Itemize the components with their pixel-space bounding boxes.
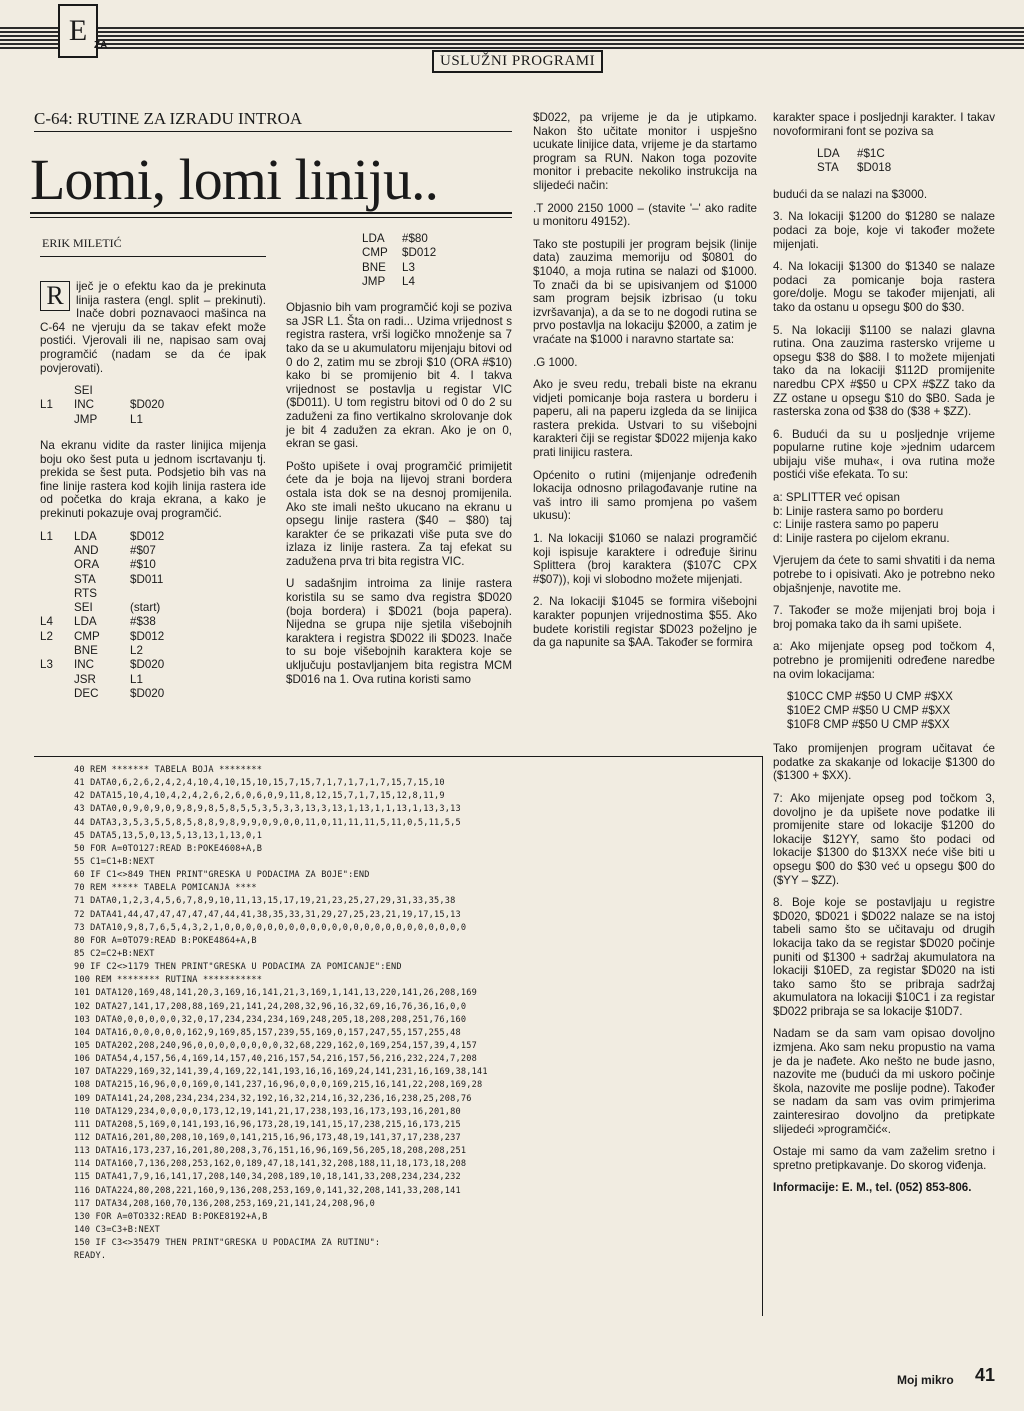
paragraph: a: Ako mijenjate opseg pod točkom 4, potrebno je promijeniti određene naredbe na ovim lokacijama:: [773, 640, 995, 681]
asm-opcode: SEI: [74, 601, 93, 615]
asm-operand: $D020: [130, 686, 165, 700]
cmp-line: $10CC CMP #$50 U CMP #$XX: [787, 690, 953, 704]
column-3: [533, 111, 757, 659]
kicker-rule: [34, 131, 512, 132]
paragraph: 6. Budući da su u posljednje vrijeme popularne rutine koje »jednim udarcem ubijaju više muha«, i ova rutina može postići više efekata. To su:: [773, 427, 995, 482]
listing-line: 104 DATA16,0,0,0,0,0,162,9,169,85,157,239,55,169,0,157,247,55,157,255,48: [74, 1027, 461, 1038]
listing-line: 150 IF C3<>35479 THEN PRINT"GRESKA U PODACIMA ZA RUTINU":: [74, 1238, 381, 1249]
asm-operand: [130, 587, 266, 601]
article-kicker: C-64: RUTINE ZA IZRADU INTROA: [34, 109, 303, 128]
asm-label: L4: [40, 615, 53, 629]
asm-line: [40, 687, 266, 701]
listing-line: 100 REM ******** RUTINA ***********: [74, 975, 263, 986]
listing-line: 42 DATA15,10,4,10,4,2,4,2,6,2,6,0,6,0,9,11,8,12,15,7,1,7,15,12,8,11,9: [74, 791, 445, 802]
asm-line: [328, 261, 512, 275]
cmp-line: $10E2 CMP #$50 U CMP #$XX: [787, 704, 951, 718]
listing-line: 73 DATA10,9,8,7,6,5,4,3,2,1,0,0,0,0,0,0,0,0,0,0,0,0,0,0,0,0,0,0,0,0,0,0,0: [74, 922, 467, 933]
asm-label: [40, 384, 74, 398]
cmp-line: $10F8 CMP #$50 U CMP #$XX: [787, 718, 950, 732]
paragraph: budući da se nalazi na $3000.: [773, 187, 928, 201]
listing-border-right: [762, 756, 763, 1316]
title-rule: [30, 212, 512, 214]
listing-line: 70 REM ***** TABELA POMICANJA ****: [74, 883, 257, 894]
asm-opcode: INC: [74, 398, 94, 412]
intro-paragraph: R iječ je o efektu kao da je prekinuta linija rastera (engl. split – prekinuti). Inače dobri poznavaoci mašinca na C-64 ne vjeruju da se takav efekt može postići. Vjerovali ili ne, napisao sam ovaj programčić (nadam se da će ipak povjerovati).: [40, 280, 266, 375]
asm-operand: $D012: [402, 246, 437, 260]
author-byline: ERIK MILETIĆ: [42, 236, 122, 250]
page-number: 41: [975, 1365, 996, 1385]
paragraph: Na ekranu vidite da raster linijica mijenja boju oko šest puta u jednom iscrtavanju tj. prekida se šest puta. Podsjetio bih vas na fine linije rastera kod kojih linija rastera ide od početka do kraja ekrana, a kako je prekinuti pokazuje ovaj programčić.: [40, 439, 266, 521]
asm-opcode: SEI: [74, 384, 93, 398]
asm-operand: $D018: [857, 161, 892, 175]
listing-line: 117 DATA34,208,160,70,136,208,253,169,21,141,24,208,96,0: [74, 1198, 375, 1209]
list-item: a: SPLITTER već opisan: [773, 491, 900, 505]
asm-operand: #$38: [130, 615, 156, 629]
asm-opcode: ORA: [74, 558, 100, 572]
paragraph: .T 2000 2150 1000 – (stavite '–' ako radite u monitoru 49152).: [533, 201, 757, 229]
asm-opcode: BNE: [74, 643, 98, 657]
asm-label: [40, 544, 74, 558]
asm-label: [40, 573, 74, 587]
asm-line: [40, 573, 266, 587]
section-label: USLUŽNI PROGRAMI: [432, 50, 603, 73]
asm-operand: L1: [130, 672, 143, 686]
paragraph: Ostaje mi samo da vam zaželim sretno i spretno pretipkavanje. Do skorog viđenja.: [773, 1145, 995, 1172]
asm-opcode: JMP: [74, 412, 98, 426]
listing-line: 43 DATA0,0,9,0,9,0,9,8,9,8,5,8,5,5,3,5,3,3,13,3,13,1,13,1,1,13,1,13,3,13: [74, 804, 461, 815]
magazine-logo-icon: E: [58, 4, 98, 58]
asm-label: L2: [40, 629, 53, 643]
asm-operand: #$1C: [857, 147, 885, 161]
asm-label: [328, 246, 362, 260]
asm-opcode: CMP: [74, 629, 100, 643]
asm-label: L3: [40, 658, 53, 672]
asm-operand: #$80: [402, 232, 428, 245]
asm-line: [40, 601, 266, 615]
asm-line: [783, 147, 995, 161]
asm-label: [783, 161, 817, 175]
asm-opcode: CMP: [362, 246, 388, 260]
paragraph: Vjerujem da ćete to sami shvatiti i da nema potrebe to i opisivati. Ako je potrebno neko objašnjenje, navotite me.: [773, 554, 995, 595]
cmp-instruction-list: [787, 690, 995, 732]
asm-opcode: LDA: [362, 232, 385, 245]
column-1: [40, 280, 266, 713]
listing-line: 130 FOR A=0TO332:READ B:POKE8192+A,B: [74, 1211, 268, 1222]
listing-border-top: [34, 756, 762, 757]
asm-line: [40, 398, 266, 412]
asm-operand: (start): [130, 601, 161, 615]
title-rule-thin: [30, 217, 512, 218]
paragraph: 2. Na lokaciji $1045 se formira višebojni karakter popunjen vrijednostima $55. Ako budete koristili registar $D023 poželjno je da ga napunite sa $AA. Također se formira: [533, 595, 757, 650]
effect-list: [773, 491, 995, 545]
asm-label: [40, 587, 74, 601]
column-2: [286, 230, 512, 695]
article-title: Lomi, lomi liniju..: [30, 147, 438, 212]
asm-operand: $D020: [130, 658, 165, 672]
paragraph: Općenito o rutini (mijenjanje određenih lokacija odnosno prilagođavanje rutine na vaš intro ili samo promjena po vašem ukusu):: [533, 468, 757, 523]
asm-line: [40, 658, 266, 672]
contact-info: Informacije: E. M., tel. (052) 853-806.: [773, 1181, 972, 1195]
listing-line: 114 DATA160,7,136,208,253,162,0,189,47,18,141,32,208,188,11,18,173,18,208: [74, 1159, 467, 1170]
listing-line: 103 DATA0,0,0,0,0,0,32,0,17,234,234,234,169,248,205,18,208,208,251,76,160: [74, 1014, 467, 1025]
asm-opcode: STA: [74, 572, 96, 586]
listing-line: 55 C1=C1+B:NEXT: [74, 856, 155, 867]
asm-operand: $D012: [130, 629, 165, 643]
asm-operand: $D011: [130, 572, 164, 586]
asm-label: [40, 644, 74, 658]
author-rule: [40, 256, 266, 257]
asm-operand: L4: [402, 274, 415, 288]
listing-line: 40 REM ******* TABELA BOJA ********: [74, 765, 263, 775]
magazine-name: Moj mikro: [897, 1373, 954, 1387]
asm-operand: L1: [130, 412, 143, 426]
asm-operand: L2: [130, 643, 143, 657]
asm-opcode: BNE: [362, 260, 386, 274]
listing-line: 50 FOR A=0TO127:READ B:POKE4608+A,B: [74, 843, 263, 854]
listing-line: 45 DATA5,13,5,0,13,5,13,13,1,13,0,1: [74, 830, 263, 841]
assembly-listing-2: [40, 530, 266, 702]
assembly-listing-1: [40, 384, 266, 427]
listing-line: 41 DATA0,6,2,6,2,4,2,4,10,4,10,15,10,15,7,15,7,1,7,1,7,1,7,15,7,15,10: [74, 778, 445, 789]
listing-line: 102 DATA27,141,17,208,88,169,21,141,24,208,32,96,16,32,69,16,76,36,16,0,0: [74, 1001, 467, 1012]
asm-opcode: STA: [817, 161, 839, 175]
listing-line: 105 DATA202,208,240,96,0,0,0,0,0,0,0,0,32,68,229,162,0,169,254,157,39,4,157: [74, 1040, 478, 1051]
listing-line: 108 DATA215,16,96,0,0,169,0,141,237,16,96,0,0,0,169,215,16,141,22,208,169,28: [74, 1080, 483, 1091]
listing-line: 109 DATA141,24,208,234,234,234,32,192,16,32,214,16,32,236,16,238,25,208,76: [74, 1093, 472, 1104]
asm-line: [40, 544, 266, 558]
paragraph: $D022, pa vrijeme je da je utipkamo. Nakon što učitate monitor i uspješno ucukate linijice data, vrijeme je da startamo program sa RUN. Nakon toga pozovite monitor i prebacite nekoliko instrukcija na slijedeći način:: [533, 111, 757, 192]
listing-line: 72 DATA41,44,47,47,47,47,47,44,41,38,35,33,31,29,27,25,23,21,19,17,15,13: [74, 909, 461, 920]
assembly-listing-4: [783, 147, 995, 176]
listing-line: 113 DATA16,173,237,16,201,80,208,3,76,151,16,96,169,56,205,18,208,208,251: [74, 1146, 467, 1157]
paragraph: U sadašnjim introima za linije rastera koristila su se samo dva registra $D020 (boja bordera) i $D021 (boja papera). Nijedna se grupa nije sjetila višebojnih karaktera i registra $D022 ili $D023. Inače to su boje višebojnih karaktera koje se uključuju postavljanjem bita registra MCM $D016 na 1. Ova rutina koristi samo: [286, 577, 512, 686]
asm-label: [328, 232, 362, 246]
asm-operand: $D012: [130, 529, 165, 543]
asm-line: [40, 587, 266, 601]
asm-line: [40, 558, 266, 572]
asm-line: [40, 644, 266, 658]
asm-label: [40, 558, 74, 572]
paragraph: Nadam se da sam vam opisao dovoljno izmjena. Ako sam neku propustio na vama je da je nađete. Ako nešto ne bude jasno, nazovite me (budući da mi uskoro počinje škola, nazovite me poslije podne). Također se nadam da sam vas ovim primjerima zainteresirao dovoljno da pretipkate slijedeći »programčić«.: [773, 1027, 995, 1136]
listing-line: 112 DATA16,201,80,208,10,169,0,141,215,16,96,173,48,19,141,37,17,238,237: [74, 1132, 461, 1143]
asm-operand: #$10: [130, 558, 156, 572]
listing-line: 140 C3=C3+B:NEXT: [74, 1224, 160, 1235]
asm-line: [783, 161, 995, 175]
asm-line: [328, 275, 512, 289]
listing-line: 116 DATA224,80,208,221,160,9,136,208,253,169,0,141,32,208,141,33,208,141: [74, 1185, 461, 1196]
paragraph: 4. Na lokaciji $1300 do $1340 se nalaze podaci za pomicanje boja rastera gore/dolje. Mogu se također mijenjati, ali tako da ostanu u opsegu $00 do $30.: [773, 260, 995, 314]
asm-opcode: AND: [74, 543, 99, 557]
paragraph: Tako promijenjen program učitavat će podatke za skakanje od lokacije $1300 do ($1300 + $XX).: [773, 742, 995, 783]
asm-line: [328, 246, 512, 260]
list-item: c: Linije rastera samo po paperu: [773, 518, 939, 532]
asm-opcode: INC: [74, 658, 94, 672]
column-4: [773, 111, 995, 1204]
list-item: d: Linije rastera po cijelom ekranu.: [773, 531, 950, 545]
paragraph: 1. Na lokaciji $1060 se nalazi programčić koji ispisuje karaktere i određuje širinu Splittera (broj karaktera ($107C CPX #$07)), koji vi slobodno možete mijenjati.: [533, 532, 757, 586]
header-stripe: [0, 27, 1024, 49]
basic-program-listing: [74, 764, 756, 1263]
paragraph: Tako ste postupili jer program bejsik (linije data) zauzima memoriju od $0801 do $1040, a moja rutina se nalazi od $1000. To znači da bi se upisivanjem od $1000 sam program bejsik izbrisao (u toku izvršavanja), a da se to ne dogodi rutina se prvo postavlja na lokaciju $2000, a zatim je vraćate na $1000 i naravno startate sa:: [533, 237, 757, 346]
asm-label: [328, 261, 362, 275]
paragraph: 5. Na lokaciji $1100 se nalazi glavna rutina. Ona zauzima rastersko vrijeme u opsegu $38 do $88. I to možete mijenjati tako da na lokaciji $112D promijenite naredbu CPX #$50 u CPX #$ZZ tako da ZZ ostane u opsegu $10 do $B0. Sada je rasterska zona od $38 do ($38 + $ZZ).: [773, 323, 995, 419]
asm-operand: $D020: [130, 398, 165, 412]
listing-line: 101 DATA120,169,48,141,20,3,169,16,141,21,3,169,1,141,13,220,141,26,208,169: [74, 988, 478, 999]
paragraph: 7: Ako mijenjate opseg pod točkom 3, dovoljno je da upišete nove podatke ili promijenite stare od lokacije $1200 do lokacije $12YY, samo što podaci od lokacije $1300 do $13XX neće više biti u opsegu $00 do $30 već u opsegu $00 do ($YY – $ZZ).: [773, 791, 995, 887]
drop-cap: R: [40, 281, 70, 311]
asm-line: [40, 530, 266, 544]
listing-line: 115 DATA41,7,9,16,141,17,208,140,34,208,189,10,18,141,33,208,234,234,232: [74, 1172, 461, 1183]
asm-label: [40, 687, 74, 701]
paragraph: Objasnio bih vam programčić koji se poziva sa JSR L1. Šta on radi... Uzima vrijednost s registra rastera, vrši logičko množenje sa 7 tako da se u akumulatoru mijenjaju bitovi od 0 do 2, zatim mu se zbroji $10 (ORA #$10) kako bi se promijenio bit 4. I takva vrijednost se postavlja u registar VIC ($D011). U tom registru bitovi od 0 do 2 su zaduženi za fino vertikalno skrolovanje dok je bit 4 zadužen za ekran. Ako je on 0, ekran se gasi.: [286, 301, 512, 451]
asm-opcode: DEC: [74, 686, 99, 700]
listing-line: 90 IF C2<>1179 THEN PRINT"GRESKA U PODACIMA ZA POMICANJE":END: [74, 962, 402, 973]
list-item: b: Linije rastera samo po borderu: [773, 504, 944, 518]
asm-label: [328, 275, 362, 289]
listing-line: READY.: [74, 1251, 107, 1262]
asm-operand: #$07: [130, 543, 156, 557]
asm-opcode: JMP: [362, 274, 386, 288]
assembly-listing-3: [328, 232, 512, 289]
listing-line: 107 DATA229,169,32,141,39,4,169,22,141,193,16,16,169,24,141,231,16,169,38,141: [74, 1067, 488, 1078]
paragraph: .G 1000.: [533, 355, 578, 369]
asm-opcode: LDA: [74, 615, 97, 629]
listing-line: 85 C2=C2+B:NEXT: [74, 948, 155, 959]
paragraph: Ako je sveu redu, trebali biste na ekranu vidjeti pomicanje boja rastera u borderu i paperu, ali na paperu izgleda da se linijica rastera prekida. Ustvari to su višebojni karakteri čiji se registar $D022 mijenja kako prati linijicu rastera.: [533, 378, 757, 460]
listing-line: 111 DATA208,5,169,0,141,193,16,96,173,28,19,141,15,17,238,215,16,173,215: [74, 1119, 461, 1130]
paragraph: karakter space i posljednji karakter. I takav novoformirani font se poziva sa: [773, 111, 995, 138]
listing-line: 71 DATA0,1,2,3,4,5,6,7,8,9,10,11,13,15,17,19,21,23,25,27,29,31,33,35,38: [74, 896, 456, 907]
listing-line: 80 FOR A=0TO79:READ B:POKE4864+A,B: [74, 935, 257, 946]
paragraph: 3. Na lokaciji $1200 do $1280 se nalaze podaci za boje, koje vi također možete mijenjati.: [773, 210, 995, 251]
listing-line: 106 DATA54,4,157,56,4,169,14,157,40,216,157,54,216,157,56,216,232,224,7,208: [74, 1054, 478, 1065]
asm-label: [783, 147, 817, 161]
listing-line: 44 DATA3,3,5,3,5,5,8,5,8,8,9,8,9,9,0,9,0,0,11,0,11,11,11,5,11,0,5,11,5,5: [74, 817, 461, 828]
asm-line: [40, 615, 266, 629]
asm-opcode: LDA: [817, 147, 840, 161]
asm-label: [40, 673, 74, 687]
asm-opcode: LDA: [74, 529, 97, 543]
asm-line: [40, 630, 266, 644]
asm-line: [40, 673, 266, 687]
paragraph: 8. Boje koje se postavljaju u registre $D020, $D021 i $D022 nalaze se na istoj tabeli samo što se učitavaju od drugih lokacija tako da se registar $D020 počinje puniti od $1300 + sadržaj akumulatora na lokaciji $10ED, za registar $D020 na isti tako samo što se pribraja sadržaj akumulatora na lokaciji $10C1 i za registar $D022 pribraja se sa lokacije $10D7.: [773, 896, 995, 1018]
listing-line: 110 DATA129,234,0,0,0,0,173,12,19,141,21,17,238,193,16,173,193,16,201,80: [74, 1106, 461, 1117]
paragraph: 7. Također se može mijenjati broj boja i broj pomaka tako da ih sami upišete.: [773, 604, 995, 631]
asm-line: [328, 232, 512, 246]
asm-opcode: RTS: [74, 586, 97, 600]
asm-label: L1: [40, 529, 53, 543]
asm-label: [40, 413, 74, 427]
asm-operand: L3: [402, 260, 415, 274]
paragraph: Pošto upišete i ovaj programčić primijetit ćete da je boja na lijevoj strani bordera ostala ista dok se na desnoj promijenila. Ako ste imali nešto ukucano na ekranu u opsegu linije rastera ($40 – $80) taj karakter će se prikazati više puta sve do izlaza iz linije rastera. Za taj efekat su zadužena prva tri bita registra VIC.: [286, 459, 512, 568]
asm-line: [40, 413, 266, 427]
listing-line: 60 IF C1<>849 THEN PRINT"GRESKA U PODACIMA ZA BOJE":END: [74, 870, 370, 881]
asm-opcode: JSR: [74, 672, 96, 686]
logo-tag: ZA: [94, 40, 108, 51]
asm-line: [40, 384, 266, 398]
asm-label: L1: [40, 398, 53, 412]
asm-operand: [130, 384, 266, 398]
asm-label: [40, 601, 74, 615]
